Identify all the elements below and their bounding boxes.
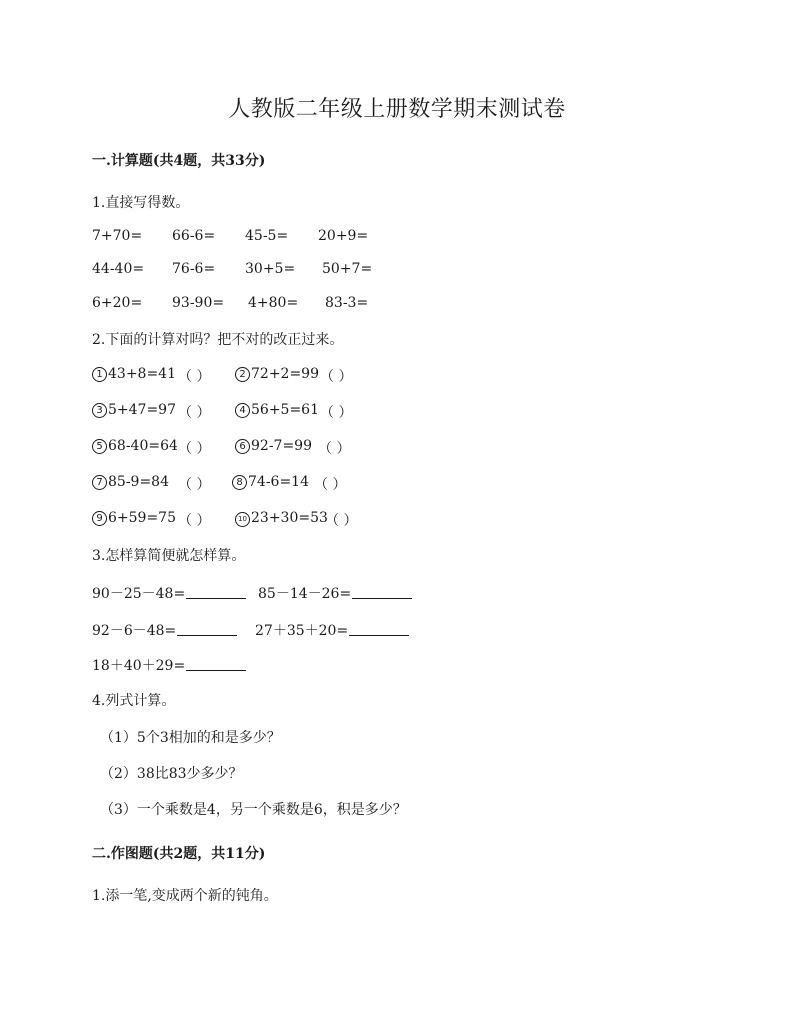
circled-number: 3 xyxy=(92,403,107,418)
circled-number: 1 xyxy=(92,367,107,382)
page-title: 人教版二年级上册数学期末测试卷 xyxy=(228,97,566,122)
mental-math-item: 83-3= xyxy=(325,295,369,311)
mental-math-item: 44-40= xyxy=(92,261,145,277)
check-item: 4 56+5=61 xyxy=(235,402,319,418)
answer-parens: （ ） xyxy=(178,405,211,421)
check-item: 7 85-9=84 xyxy=(92,474,169,490)
answer-parens: （ ） xyxy=(178,441,211,457)
mental-math-item: 30+5= xyxy=(245,261,296,277)
simplify-item: 18＋40＋29= xyxy=(92,655,246,675)
word-problem-item: （2）38比83少多少？ xyxy=(100,766,243,782)
mental-math-item: 4+80= xyxy=(248,295,299,311)
answer-blank[interactable] xyxy=(177,623,237,636)
check-item: 1 43+8=41 xyxy=(92,366,176,382)
check-item: 10 23+30=53 xyxy=(235,510,328,527)
answer-parens: （ ） xyxy=(320,369,353,385)
answer-blank[interactable] xyxy=(352,586,412,599)
question-4-prompt: 4.列式计算。 xyxy=(92,693,176,709)
drawing-question-1-prompt: 1.添一笔,变成两个新的钝角。 xyxy=(92,888,278,904)
mental-math-item: 20+9= xyxy=(318,228,369,244)
answer-blank[interactable] xyxy=(186,586,246,599)
mental-math-item: 7+70= xyxy=(92,228,143,244)
circled-number: 9 xyxy=(92,511,107,526)
mental-math-item: 93-90= xyxy=(172,295,225,311)
circled-number: 5 xyxy=(92,439,107,454)
section-heading-calculation: 一.计算题(共4题，共33分) xyxy=(92,153,266,169)
answer-parens: （ ） xyxy=(178,477,211,493)
circled-number: 8 xyxy=(232,475,247,490)
answer-parens: （ ） xyxy=(314,477,347,493)
simplify-item: 27＋35＋20= xyxy=(255,620,409,640)
answer-parens: （ ） xyxy=(178,369,211,385)
section-heading-drawing: 二.作图题(共2题，共11分) xyxy=(92,846,266,862)
answer-parens: （ ） xyxy=(318,441,351,457)
check-item: 9 6+59=75 xyxy=(92,510,176,526)
check-item: 5 68-40=64 xyxy=(92,438,178,454)
simplify-item: 92－6－48= xyxy=(92,620,237,640)
check-item: 6 92-7=99 xyxy=(235,438,312,454)
answer-parens: （ ） xyxy=(178,513,211,529)
circled-number: 2 xyxy=(235,367,250,382)
simplify-item: 85－14－26= xyxy=(258,583,412,603)
word-problem-item: （1）5个3相加的和是多少？ xyxy=(100,730,281,746)
mental-math-item: 6+20= xyxy=(92,295,143,311)
answer-parens: （ ） xyxy=(325,513,358,529)
answer-parens: （ ） xyxy=(320,405,353,421)
circled-number: 4 xyxy=(235,403,250,418)
question-3-prompt: 3.怎样算简便就怎样算。 xyxy=(92,548,246,564)
circled-number: 10 xyxy=(235,512,250,527)
mental-math-item: 45-5= xyxy=(245,228,289,244)
circled-number: 7 xyxy=(92,475,107,490)
check-item: 2 72+2=99 xyxy=(235,366,319,382)
question-1-prompt: 1.直接写得数。 xyxy=(92,195,190,211)
check-item: 8 74-6=14 xyxy=(232,474,309,490)
answer-blank[interactable] xyxy=(349,623,409,636)
answer-blank[interactable] xyxy=(186,658,246,671)
word-problem-item: （3）一个乘数是4，另一个乘数是6，积是多少？ xyxy=(100,802,407,818)
check-item: 3 5+47=97 xyxy=(92,402,176,418)
question-2-prompt: 2.下面的计算对吗？把不对的改正过来。 xyxy=(92,332,344,348)
mental-math-item: 66-6= xyxy=(172,228,216,244)
simplify-item: 90－25－48= xyxy=(92,583,246,603)
circled-number: 6 xyxy=(235,439,250,454)
mental-math-item: 50+7= xyxy=(322,261,373,277)
mental-math-item: 76-6= xyxy=(172,261,216,277)
